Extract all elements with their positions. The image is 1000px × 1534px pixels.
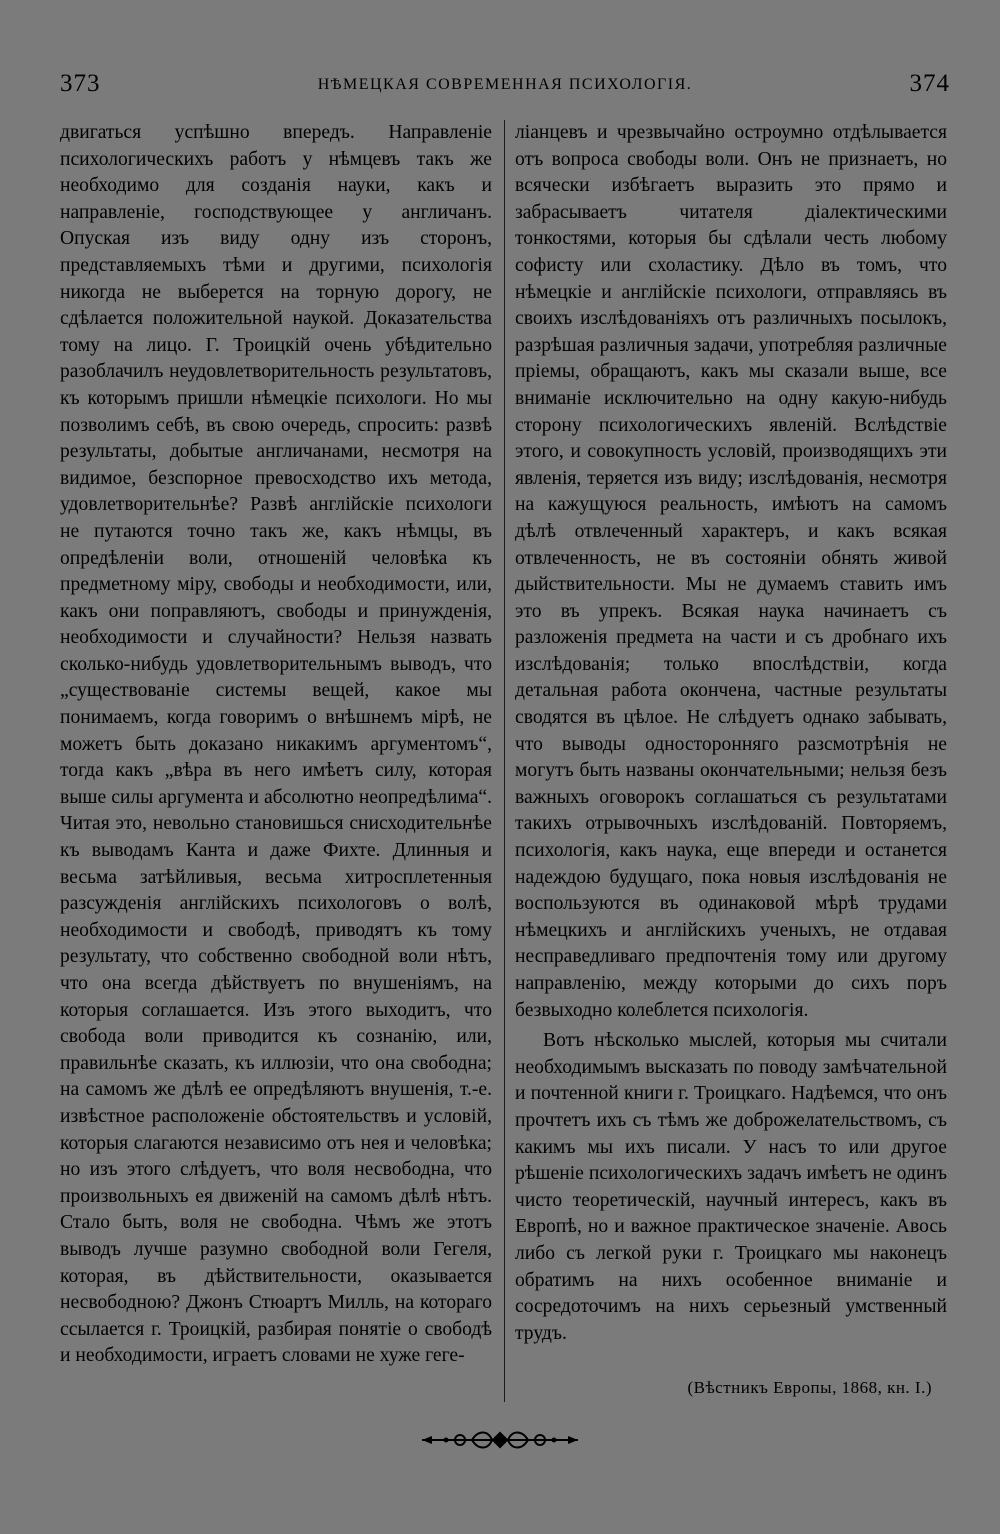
- running-title: НѢМЕЦКАЯ СОВРЕМЕННАЯ ПСИХОЛОГІЯ.: [317, 76, 693, 93]
- ornament-icon: [420, 1426, 580, 1454]
- page-number-right: 374: [909, 70, 950, 97]
- page-header: [60, 70, 950, 110]
- tailpiece-ornament-icon: [420, 1426, 580, 1454]
- paragraph: двигаться успѣшно впередъ. Направленіе психологическихъ работъ у нѣмцевъ такъ же необходимо для созданія науки, какъ и направленіе, господствующее у англичанъ. Опуская изъ виду одну изъ сторонъ, представляемыхъ тѣми и другими, психологія никогда не выберется на торную дорогу, не сдѣлается положительной наукой. Доказательства тому на лицо. Г. Троицкій очень убѣдительно разоблачилъ неудовлетворительность результатовъ, къ которымъ пришли нѣмецкіе психологи. Но мы позволимъ себѣ, въ свою очередь, спросить: развѣ результаты, добытые англичанами, несмотря на видимое, безспорное превосходство ихъ метода, удовлетворительнѣе? Развѣ англійскіе психологи не путаются точно такъ же, какъ нѣмцы, въ опредѣленіи воли, отношеній человѣка къ предметному міру, свободы и необходимости, или, какъ они поправляютъ, свободы и принужденія, необходимости и случайности? Нельзя назвать сколько-нибудь удовлетворительнымъ выводъ, что „существованіе системы вещей, какое мы понимаемъ, когда говоримъ о внѣшнемъ мірѣ, не можетъ быть доказано никакимъ аргументомъ“, тогда какъ „вѣра въ него имѣетъ силу, которая выше силы аргумента и абсолютно неопредѣлима“. Читая это, невольно становишься снисходительнѣе къ выводамъ Канта и даже Фихте. Длинныя и весьма затѣйливыя, весьма хитросплетенныя разсужденія англійскихъ психологовъ о волѣ, необходимости и свободѣ, приводятъ къ тому результату, что собственно свободной воли нѣтъ, что она всегда дѣйствуетъ по внушеніямъ, на которыя соглашается. Изъ этого выходитъ, что свобода воли приводится къ сознанію, или, правильнѣе сказать, къ иллюзіи, что она свободна; на самомъ же дѣлѣ ее опредѣляютъ внушенія, т.-е. извѣстное расположеніе обстоятельствъ и условій, которыя слагаются независимо отъ нея и человѣка; но изъ этого слѣдуетъ, что воля несвободна, что произвольныхъ ея движеній на самомъ дѣлѣ нѣтъ. Стало быть, воля не свободна. Чѣмъ же этотъ выводъ лучше разумно свободной воли Гегеля, которая, въ дѣйствительности, оказывается несвободною? Джонъ Стюартъ Милль, на котораго ссылается г. Троицкій, разбирая понятіе о свободѣ и необходимости, играетъ словами не хуже геге-: [60, 122, 492, 1367]
- paragraph: ліанцевъ и чрезвычайно остроумно отдѣлывается отъ вопроса свободы воли. Онъ не признаетъ, но всячески избѣгаетъ выразить это прямо и забрасываетъ читателя діалектическими тонкостями, которыя бы сдѣлали честь любому софисту или схоластику. Дѣло въ томъ, что нѣмецкіе и англійскіе психологи, отправляясь въ своихъ изслѣдованіяхъ отъ различныхъ посылокъ, разрѣшая различныя задачи, употребляя различные пріемы, обращаютъ, какъ мы сказали выше, все вниманіе исключительно на одну какую-нибудь сторону психологическихъ явленій. Вслѣдствіе этого, и совокупность условій, производящихъ эти явленія, теряется изъ виду; изслѣдованія, несмотря на кажущуюся реальность, имѣютъ на самомъ дѣлѣ отвлеченный характеръ, и какъ всякая отвлеченность, не въ состояніи обнять живой дыйствительности. Мы не думаемъ ставить имъ это въ упрекъ. Всякая наука начинаетъ съ разложенія предмета на части и съ дробнаго ихъ изслѣдованія; только впослѣдствіи, когда детальная работа окончена, частные результаты сводятся въ цѣлое. Не слѣдуетъ однако забывать, что выводы односторонняго разсмотрѣнія не могутъ быть названы окончательными; нельзя безъ важныхъ оговорокъ соглашаться съ результатами такихъ отрывочныхъ изслѣдованій. Повторяемъ, психологія, какъ наука, еще впереди и останется надеждою будущаго, пока новыя изслѣдованія не воспользуются въ одинаковой мѣрѣ трудами нѣмецкихъ и англійскихъ ученыхъ, не отдавая несправедливаго предпочтенія тому или другому направленію, между которыми до сихъ поръ безвыходно колеблется психологія.: [515, 122, 947, 1021]
- source-citation: (Вѣстникъ Европы, 1868, кн. I.): [687, 1378, 932, 1397]
- right-column: [515, 120, 947, 1347]
- left-column: [60, 120, 492, 1370]
- column-divider: [504, 120, 505, 1402]
- paragraph: Вотъ нѣсколько мыслей, которыя мы считали необходимымъ высказать по поводу замѣчательной и почтенной книги г. Троицкаго. Надѣемся, что онъ прочтетъ ихъ съ тѣмъ же доброжелательствомъ, съ какимъ мы ихъ писали. У насъ то или другое рѣшеніе психологическихъ задачъ имѣетъ не одинъ чисто теоретическій, научный интересъ, какъ въ Европѣ, но и важное практическое значеніе. Авось либо съ легкой руки г. Троицкаго мы наконецъ обратимъ на нихъ особенное вниманіе и сосредоточимъ на нихъ серьезный умственный трудъ.: [515, 1030, 947, 1344]
- page-number-left: 373: [60, 70, 101, 97]
